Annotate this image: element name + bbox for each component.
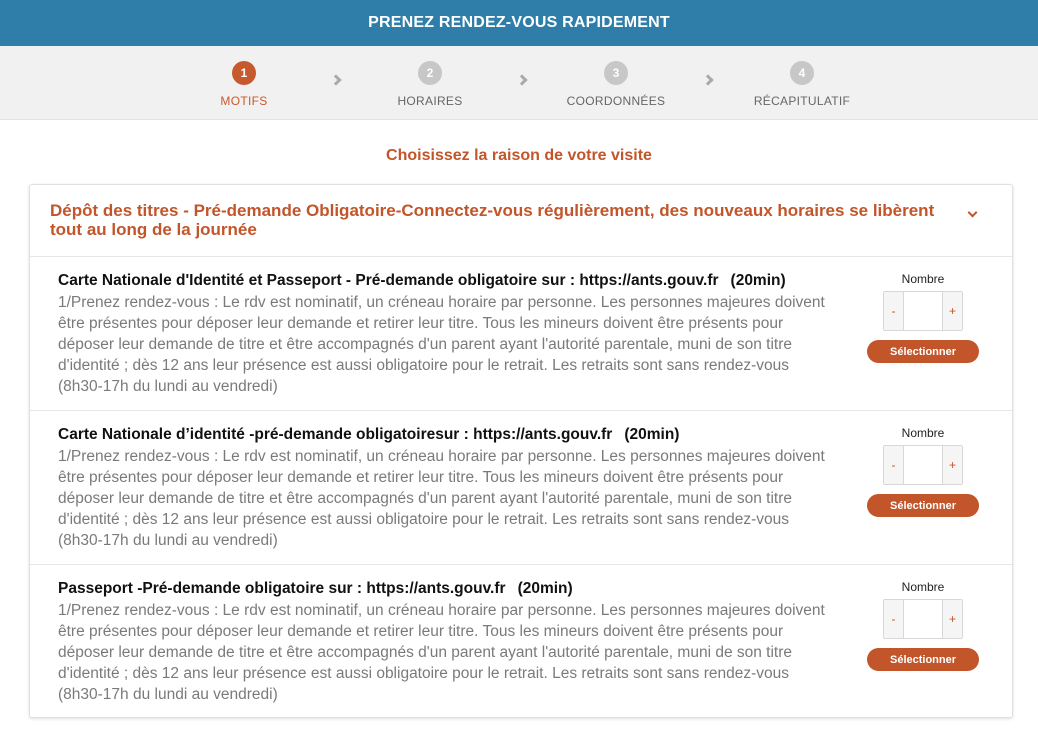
quantity-stepper <box>883 599 963 639</box>
category-header[interactable] <box>30 185 1012 257</box>
motif-selector <box>866 425 980 517</box>
select-button[interactable]: Sélectionner <box>867 494 979 517</box>
step-horaires[interactable] <box>360 61 500 108</box>
decrement-button[interactable]: - <box>884 292 903 330</box>
motif-category-panel <box>29 184 1013 718</box>
quantity-stepper <box>883 291 963 331</box>
motif-duration: (20min) <box>730 272 786 289</box>
category-title: Dépôt des titres - Pré-demande Obligatoire-Connectez-vous régulièrement, des nouveaux horaires se libèrent tout au long de la journée <box>50 201 935 239</box>
page-header-title: PRENEZ RENDEZ-VOUS RAPIDEMENT <box>368 14 670 31</box>
step-label: MOTIFS <box>220 94 268 108</box>
motif-item <box>30 411 1012 565</box>
quantity-input[interactable] <box>903 446 943 484</box>
increment-button[interactable]: + <box>943 446 962 484</box>
chevron-down-icon[interactable] <box>968 208 978 218</box>
chevron-right-icon <box>702 74 713 85</box>
quantity-input[interactable] <box>903 292 943 330</box>
motif-name: Passeport -Pré-demande obligatoire sur : https://ants.gouv.fr <box>58 580 506 597</box>
quantity-label: Nombre <box>901 426 945 440</box>
motif-item <box>30 257 1012 411</box>
motif-duration: (20min) <box>517 580 573 597</box>
step-label: COORDONNÉES <box>566 94 666 108</box>
step-label: HORAIRES <box>397 94 463 108</box>
motif-name: Carte Nationale d'Identité et Passeport - Pré-demande obligatoire sur : https://ants.gouv.fr <box>58 272 719 289</box>
motif-description: 1/Prenez rendez-vous : Le rdv est nominatif, un créneau horaire par personne. Les personnes majeures doivent être présentes pour déposer leur demande et retirer leur titre. Tous les mineurs doivent être présents pour déposer leur demande de titre et être accompagnés d'un parent ayant l'autorité parentale, muni de son titre d'identité ; dès 12 ans leur présence est aussi obligatoire pour le retrait. Les retraits sont sans rendez-vous (8h30-17h du lundi au vendredi) <box>58 602 825 703</box>
quantity-label: Nombre <box>901 580 945 594</box>
chevron-right-icon <box>516 74 527 85</box>
step-number: 3 <box>604 61 628 85</box>
motif-description: 1/Prenez rendez-vous : Le rdv est nominatif, un créneau horaire par personne. Les personnes majeures doivent être présentes pour déposer leur demande et retirer leur titre. Tous les mineurs doivent être présents pour déposer leur demande de titre et être accompagnés d'un parent ayant l'autorité parentale, muni de son titre d'identité ; dès 12 ans leur présence est aussi obligatoire pour le retrait. Les retraits sont sans rendez-vous (8h30-17h du lundi au vendredi) <box>58 448 825 549</box>
motif-item <box>30 565 1012 719</box>
decrement-button[interactable]: - <box>884 446 903 484</box>
quantity-label: Nombre <box>901 272 945 286</box>
motif-selector <box>866 579 980 671</box>
decrement-button[interactable]: - <box>884 600 903 638</box>
increment-button[interactable]: + <box>943 292 962 330</box>
quantity-input[interactable] <box>903 600 943 638</box>
motif-selector <box>866 271 980 363</box>
select-button[interactable]: Sélectionner <box>867 648 979 671</box>
quantity-stepper <box>883 445 963 485</box>
select-button[interactable]: Sélectionner <box>867 340 979 363</box>
chevron-right-icon <box>330 74 341 85</box>
step-label: RÉCAPITULATIF <box>753 94 851 108</box>
section-subtitle: Choisissez la raison de votre visite <box>386 147 652 164</box>
motif-name: Carte Nationale d’identité -pré-demande obligatoiresur : https://ants.gouv.fr <box>58 426 613 443</box>
motif-description: 1/Prenez rendez-vous : Le rdv est nominatif, un créneau horaire par personne. Les personnes majeures doivent être présentes pour déposer leur demande et retirer leur titre. Tous les mineurs doivent être présents pour déposer leur demande de titre et être accompagnés d'un parent ayant l'autorité parentale, muni de son titre d'identité ; dès 12 ans leur présence est aussi obligatoire pour le retrait. Les retraits sont sans rendez-vous (8h30-17h du lundi au vendredi) <box>58 294 825 395</box>
increment-button[interactable]: + <box>943 600 962 638</box>
step-number: 4 <box>790 61 814 85</box>
step-recapitulatif[interactable] <box>732 61 872 108</box>
step-motifs[interactable] <box>174 61 314 108</box>
step-number: 1 <box>232 61 256 85</box>
step-number: 2 <box>418 61 442 85</box>
progress-stepper <box>0 46 1038 120</box>
step-coordonnees[interactable] <box>546 61 686 108</box>
page-header <box>0 0 1038 46</box>
motif-duration: (20min) <box>624 426 680 443</box>
